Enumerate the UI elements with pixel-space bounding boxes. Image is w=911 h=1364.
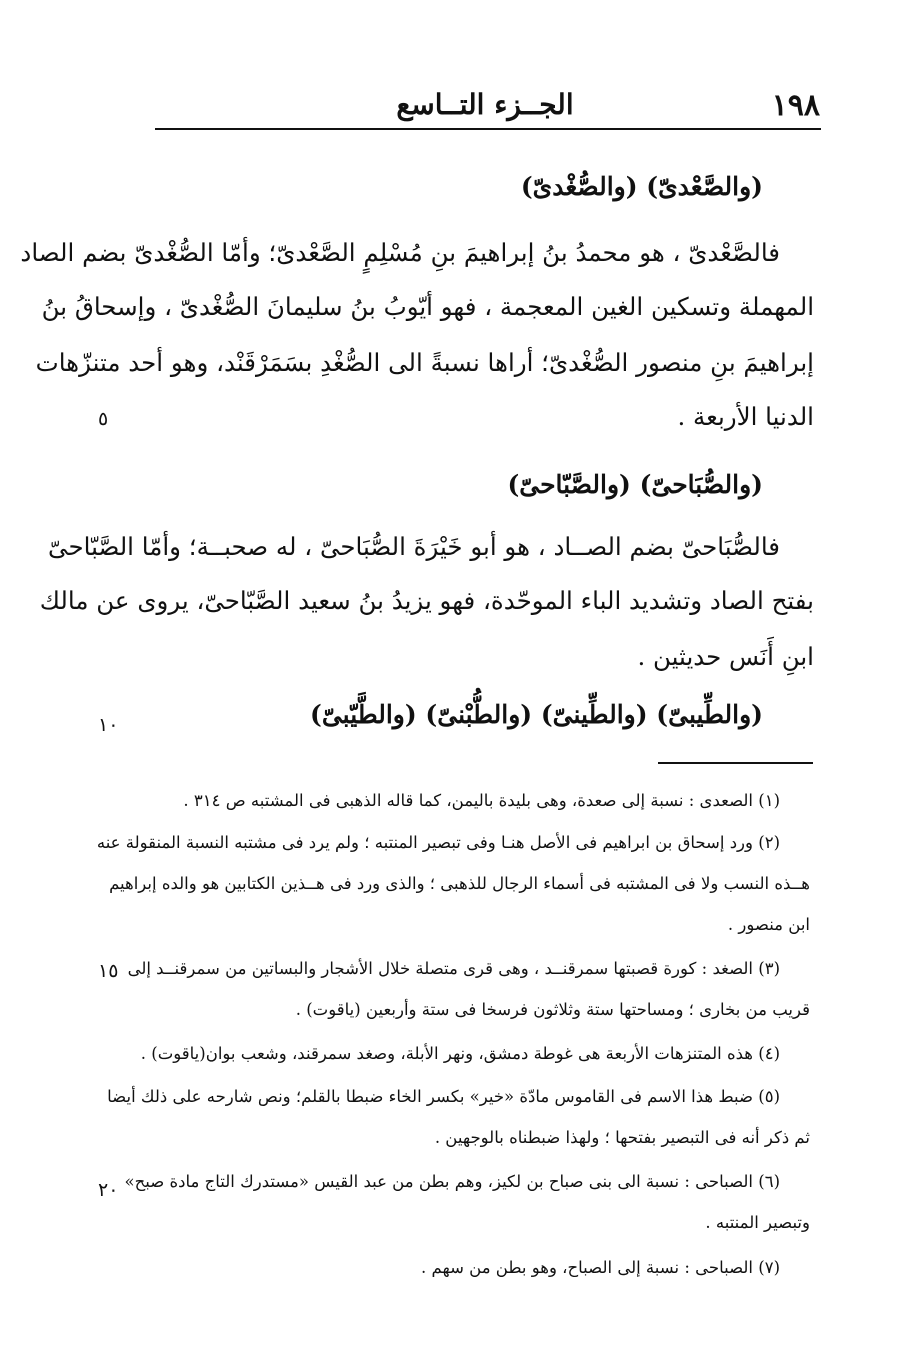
margin-line-number: ٥ (98, 408, 109, 430)
footnote-1: (١) الصعدى : نسبة إلى صعدة، وهى بليدة باليمن، كما قاله الذهبى فى المشتبه ص ٣١٤ . (183, 791, 780, 810)
header-rule (155, 128, 821, 130)
body-line: بفتح الصاد وتشديد الباء الموحّدة، فهو يزيدُ بنُ سعيد الصَّبّاحىّ، يروى عن مالك (39, 586, 814, 615)
body-line: إبراهيمَ بنِ منصور الصُّغْدىّ؛ أراها نسبةً الى الصُّغْدِ بسَمَرْقَنْد، وهو أحد متنزّهات (35, 348, 814, 377)
section-heading-subahi: (والصُّبَاحىّ) (والصَّبّاحىّ) (507, 470, 763, 499)
footnote-4: (٤) هذه المتنزهات الأربعة هى غوطة دمشق، ونهر الأبلة، وصغد سمرقند، وشعب بوان(ياقوت) . (140, 1044, 780, 1063)
page-number: ١٩٨ (771, 88, 820, 123)
footnote-6-cont: وتبصير المنتبه . (705, 1213, 810, 1232)
footnote-rule (658, 762, 813, 764)
footnote-6: (٦) الصباحى : نسبة الى بنى صباح بن لكيز، وهم بطن من عبد القيس «مستدرك التاج مادة صبح» (124, 1172, 780, 1191)
page-header (150, 88, 820, 132)
footnote-7: (٧) الصباحى : نسبة إلى الصباح، وهو بطن من سهم . (421, 1258, 780, 1277)
body-line: ابنِ أَنَس حديثين . (637, 642, 814, 671)
footnote-5-cont: ثم ذكر أنه فى التبصير بفتحها ؛ ولهذا ضبطناه بالوجهين . (434, 1128, 810, 1147)
margin-line-number: ٢٠ (98, 1179, 119, 1201)
body-line: فالصَّعْدىّ ، هو محمدُ بنُ إبراهيمَ بنِ مُسْلِمٍ الصَّعْدىّ؛ وأمّا الصُّغْدىّ بضم الصاد (20, 238, 780, 267)
body-line: الدنيا الأربعة . (677, 402, 814, 431)
footnote-2: (٢) ورد إسحاق بن ابراهيم فى الأصل هنـا وفى تبصير المنتبه ؛ ولم يرد فى مشتبه النسبة المنقولة عنه (96, 833, 780, 852)
footnote-2-cont: ابن منصور . (727, 915, 810, 934)
footnote-3: (٣) الصغد : كورة قصبتها سمرقنــد ، وهى قرى متصلة خلال الأشجار والبساتين من سمرقنــد إلى (127, 959, 780, 978)
footnote-3-cont: قريب من بخارى ؛ ومساحتها ستة وثلاثون فرسخا فى ستة وأربعين (ياقوت) . (295, 1000, 810, 1019)
footnote-2-cont: هــذه النسب ولا فى المشتبه فى أسماء الرجال للذهبى ؛ والذى ورد فى هــذين الكتابين هو والده إبراهيم (109, 874, 810, 893)
section-body-sadi (20, 233, 814, 431)
section-heading-tibi: (والطِّيبىّ) (والطِّينىّ) (والطُّبْنىّ) (والطَّيّبىّ) (309, 700, 763, 729)
body-line: فالصُّبَاحىّ بضم الصــاد ، هو أبو خَيْرَةَ الصُّبَاحىّ ، له صحبــة؛ وأمّا الصَّبّاحىّ (48, 532, 780, 561)
margin-line-number: ١٠ (98, 714, 119, 736)
footnote-5: (٥) ضبط هذا الاسم فى القاموس مادّة «خير» بكسر الخاء ضبطا بالقلم؛ ونص شارحه على ذلك أيضا (107, 1087, 780, 1106)
margin-line-number: ١٥ (98, 960, 119, 982)
section-body-subahi (39, 527, 814, 677)
section-heading-sadi: (والصَّعْدىّ) (والصُّغْدىّ) (520, 172, 763, 201)
running-title: الجــزء التــاسع (396, 88, 574, 121)
body-line: المهملة وتسكين الغين المعجمة ، فهو أيّوبُ بنُ سليمانَ الصُّغْدىّ ، وإسحاقُ بنُ (41, 292, 814, 321)
